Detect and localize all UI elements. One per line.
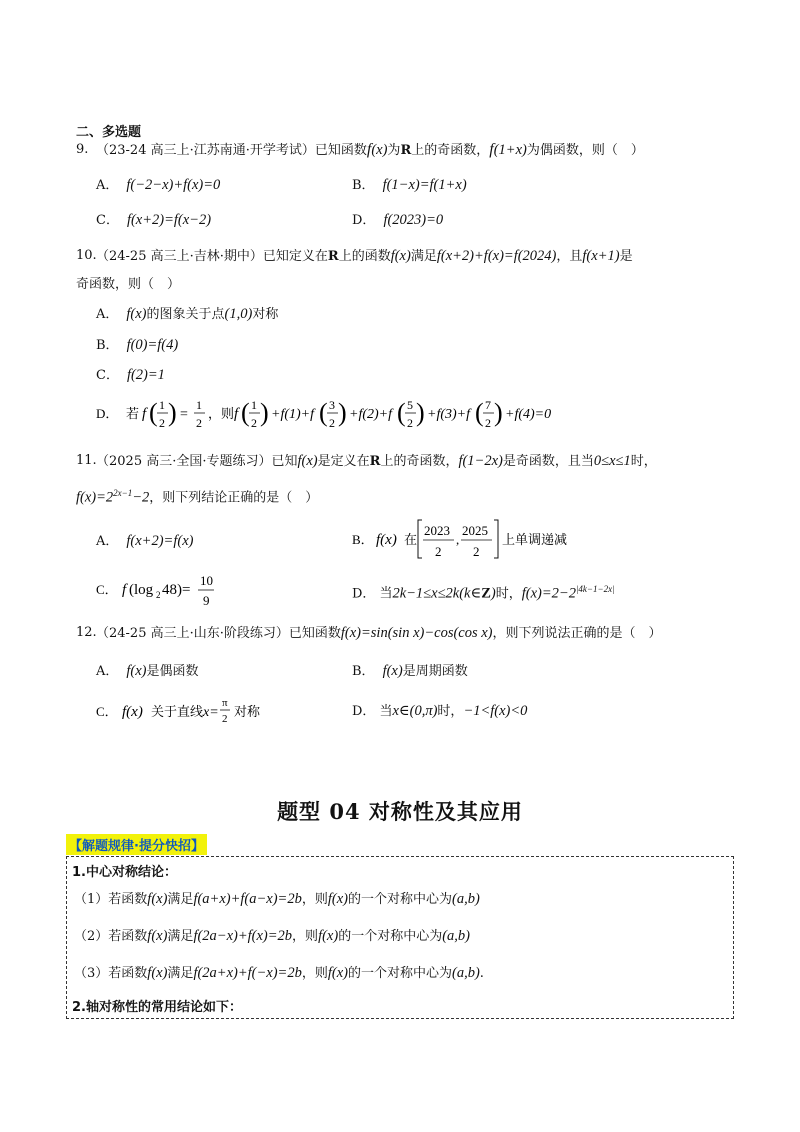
svg-text:f(x): f(x) <box>376 532 397 548</box>
svg-text:f(x): f(x) <box>122 704 143 720</box>
svg-text:): ) <box>494 398 503 427</box>
stem-text: （2025 高三·全国·专题练习）已知 <box>96 454 298 469</box>
svg-text:1: 1 <box>159 398 165 412</box>
svg-text:2: 2 <box>196 416 202 430</box>
stem-text: 是 <box>619 249 633 264</box>
svg-text:在: 在 <box>404 532 418 547</box>
box-item-2: （2）若函数f(x)满足f(2a−x)+f(x)=2b，则f(x)的一个对称中心为(a,b) <box>74 928 470 944</box>
svg-text:2: 2 <box>473 544 480 559</box>
option-text: 上单调递减 <box>502 532 568 547</box>
svg-text:7: 7 <box>485 398 491 412</box>
svg-text:(: ( <box>475 398 484 427</box>
item-text: 满足 <box>167 892 194 907</box>
svg-text:2: 2 <box>159 416 165 430</box>
svg-text:): ) <box>416 398 425 427</box>
svg-text:(log: (log <box>129 582 154 598</box>
tip-label: 【解题规律·提分快招】 <box>66 834 207 855</box>
item-text: 满足 <box>167 929 194 944</box>
svg-text:1: 1 <box>251 398 257 412</box>
question-number: 10. <box>76 248 97 263</box>
stem-text: 为 <box>387 143 401 158</box>
item-text: ，则 <box>292 929 319 944</box>
stem-text: （24-25 高三上·山东·阶段练习）已知函数 <box>96 626 341 641</box>
option-text: 是周期函数 <box>402 664 468 679</box>
stem-text: 是奇函数，且当 <box>502 454 594 469</box>
question-stem: （2025 高三·全国·专题练习）已知f(x)是定义在R上的奇函数，f(1−2x)是奇函数，且当0≤x≤1时， <box>96 453 657 469</box>
svg-text:D．: D． <box>96 406 119 421</box>
svg-text:): ) <box>338 398 347 427</box>
svg-text:2025: 2025 <box>462 523 488 538</box>
question-stem: （23-24 高三上·江苏南通·开学考试）已知函数f(x)为R上的奇函数，f(1+x)为偶函数，则（ ） <box>96 141 644 158</box>
option-C-formula <box>96 570 256 610</box>
option-D[interactable] <box>96 396 656 436</box>
svg-text:+f(3)+f: +f(3)+f <box>427 407 470 422</box>
svg-text:9: 9 <box>203 593 210 608</box>
option-A[interactable]: A． f(x)是偶函数 <box>96 663 199 679</box>
item-text: 若函数 <box>108 892 148 907</box>
svg-text:2: 2 <box>407 416 413 430</box>
stem-text: 满足 <box>410 249 437 264</box>
question-number: 11. <box>76 453 97 468</box>
svg-text:x=: x= <box>203 705 219 720</box>
option-text: 对称 <box>234 704 261 719</box>
stem-text: R <box>400 143 412 158</box>
svg-text:2023: 2023 <box>424 523 450 538</box>
item-text: 满足 <box>167 966 194 981</box>
option-text: 时， <box>437 704 464 719</box>
svg-text:2: 2 <box>485 416 491 430</box>
option-text: 是偶函数 <box>146 664 199 679</box>
svg-text:,: , <box>456 532 460 547</box>
option-D[interactable]: D． 当x∈(0,π)时，−1<f(x)<0 <box>352 703 528 719</box>
option-text: 的图象关于点 <box>146 307 225 322</box>
svg-text:B．: B． <box>352 532 374 547</box>
svg-text:1: 1 <box>196 398 202 412</box>
section-title: 二、多选题 <box>76 125 142 140</box>
stem-text: （24-25 高三上·吉林·期中）已知定义在 <box>96 249 328 264</box>
question-stem-line2: $f(x)=2^{2x-1}-2$，则下列结论正确的是（ ） <box>76 488 319 506</box>
svg-text:π: π <box>222 697 228 709</box>
svg-text:+f(2)+f: +f(2)+f <box>349 407 392 422</box>
svg-text:，则: ，则 <box>208 406 235 421</box>
option-text: 当 <box>379 586 393 602</box>
stem-text: 时， <box>630 454 657 469</box>
svg-text:f: f <box>142 406 147 422</box>
stem-text: 上的奇函数， <box>411 143 490 158</box>
svg-text:+f(4)=0: +f(4)=0 <box>505 407 552 422</box>
stem-text: ，则下列说法正确的是（ ） <box>492 626 662 641</box>
option-B[interactable]: B． f(x)是周期函数 <box>352 663 468 679</box>
option-C[interactable]: C． f(x+2)=f(x−2) <box>96 212 212 228</box>
svg-text:(: ( <box>241 398 250 427</box>
svg-text:2: 2 <box>435 544 442 559</box>
svg-text:=: = <box>180 407 188 422</box>
stem-text: ，则下列结论正确的是（ ） <box>149 490 319 506</box>
option-D[interactable]: D． 当2k−1≤x≤2k(k∈Z)时，$f(x)=2-2^{|4k-1-2x|}$ <box>352 584 615 602</box>
svg-text:f: f <box>234 406 239 422</box>
svg-text:若: 若 <box>126 406 140 421</box>
stem-text: 上的奇函数， <box>380 454 459 469</box>
box-item-3: （3）若函数f(x)满足f(2a+x)+f(−x)=2b，则f(x)的一个对称中心为(a,b). <box>74 965 484 981</box>
svg-text:(: ( <box>397 398 406 427</box>
stem-text: 是定义在 <box>317 454 370 469</box>
option-B[interactable] <box>352 516 652 566</box>
box-title-center-symmetry: 1.中心对称结论： <box>72 865 177 880</box>
svg-text:(: ( <box>149 398 158 427</box>
option-C-formula <box>96 692 316 728</box>
svg-text:C．: C． <box>96 704 118 719</box>
option-A[interactable]: A． f(x)的图象关于点(1,0)对称 <box>96 306 279 322</box>
stem-text: ，且 <box>556 249 583 264</box>
svg-text:C．: C． <box>96 582 118 597</box>
svg-text:2: 2 <box>251 416 257 430</box>
option-C[interactable]: C． f(2)=1 <box>96 367 165 383</box>
question-stem-line2: 奇函数，则（ ） <box>76 277 181 292</box>
question-stem: （24-25 高三上·吉林·期中）已知定义在R上的函数f(x)满足f(x+2)+f(x)=f(2024)，且f(x+1)是 <box>96 248 633 264</box>
item-text: 若函数 <box>108 929 148 944</box>
option-A[interactable]: A． f(x+2)=f(x) <box>96 533 194 549</box>
stem-text: 上的函数 <box>338 249 391 264</box>
svg-text:f: f <box>122 582 127 598</box>
svg-text:): ) <box>260 398 269 427</box>
item-text: 的一个对称中心为 <box>347 892 452 907</box>
option-text: 时， <box>495 586 522 602</box>
item-text: ，则 <box>301 892 328 907</box>
option-C[interactable] <box>96 692 316 732</box>
svg-text:48)=: 48)= <box>162 582 191 598</box>
svg-text:5: 5 <box>407 398 413 412</box>
option-C[interactable] <box>96 570 256 614</box>
option-B-formula <box>352 516 652 562</box>
box-title-axis-symmetry: 2.轴对称性的常用结论如下： <box>72 1000 242 1015</box>
svg-text:): ) <box>168 398 177 427</box>
svg-text:2: 2 <box>156 590 161 600</box>
option-text: 当 <box>379 704 393 719</box>
svg-text:10: 10 <box>200 573 213 588</box>
item-text: ，则 <box>301 966 328 981</box>
option-D[interactable]: D． f(2023)=0 <box>352 212 444 228</box>
item-text: 的一个对称中心为 <box>338 929 443 944</box>
topic-heading: 题型 04 对称性及其应用 <box>277 799 523 824</box>
svg-text:+f(1)+f: +f(1)+f <box>271 407 314 422</box>
option-D-formula <box>96 396 656 432</box>
svg-text:2: 2 <box>222 713 228 725</box>
item-text: 的一个对称中心为 <box>347 966 452 981</box>
item-text: 若函数 <box>108 966 148 981</box>
question-stem: （24-25 高三上·山东·阶段练习）已知函数f(x)=sin(sin x)−cos(cos x)，则下列说法正确的是（ ） <box>96 625 662 641</box>
question-number: 12. <box>76 625 97 640</box>
stem-text: （23-24 高三上·江苏南通·开学考试）已知函数 <box>96 143 367 158</box>
svg-text:3: 3 <box>329 398 335 412</box>
stem-text: 为偶函数，则（ ） <box>526 143 644 158</box>
option-B[interactable]: B． f(0)=f(4) <box>96 337 179 353</box>
option-text: 关于直线 <box>151 704 204 719</box>
option-A[interactable]: A． f(−2−x)+f(x)=0 <box>96 177 221 193</box>
box-item-1: （1）若函数f(x)满足f(a+x)+f(a−x)=2b，则f(x)的一个对称中心为(a,b) <box>74 891 480 907</box>
option-B[interactable]: B． f(1−x)=f(1+x) <box>352 177 467 193</box>
question-number: 9. <box>76 142 89 157</box>
svg-text:2: 2 <box>329 416 335 430</box>
svg-text:(: ( <box>319 398 328 427</box>
option-text: 对称 <box>252 307 279 322</box>
